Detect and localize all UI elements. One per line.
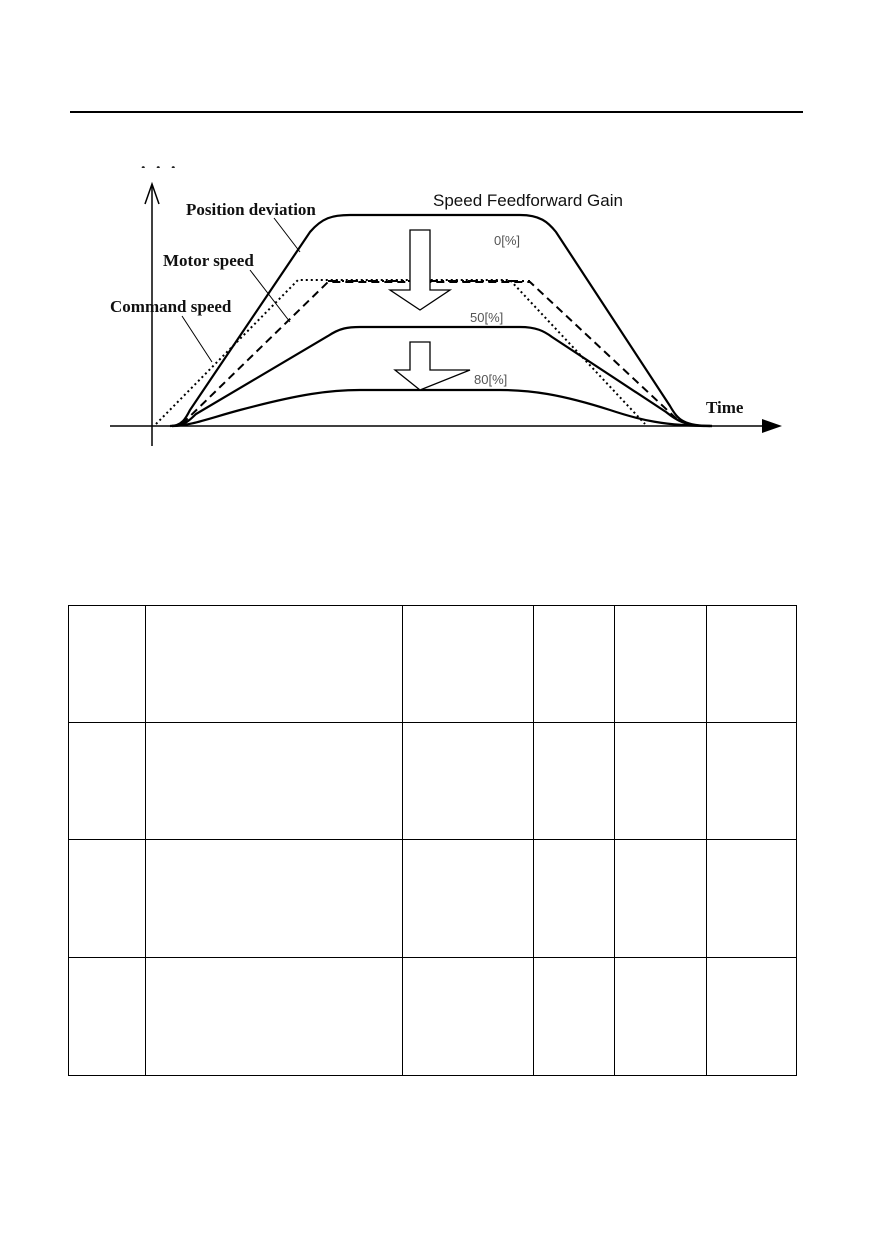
table-cell [707, 723, 797, 840]
cropped-text-line: . . . [140, 146, 178, 168]
table-cell [146, 840, 403, 958]
table-cell [615, 840, 707, 958]
table-row [69, 723, 797, 840]
parameter-table [68, 605, 797, 1076]
gain-arrow-upper-icon [390, 230, 450, 310]
table-cell [615, 606, 707, 723]
table-cell [615, 723, 707, 840]
label-gain-title: Speed Feedforward Gain [433, 191, 623, 210]
label-gain-50: 50[%] [470, 310, 504, 325]
table-cell [146, 723, 403, 840]
table-cell [403, 958, 534, 1076]
label-motor-speed: Motor speed [163, 251, 254, 270]
table-cell [403, 840, 534, 958]
table-cell [69, 723, 146, 840]
table-cell [403, 606, 534, 723]
gain-arrow-lower-icon [395, 342, 470, 390]
table-row [69, 840, 797, 958]
label-command-speed: Command speed [110, 297, 232, 316]
table-row [69, 606, 797, 723]
label-position-deviation: Position deviation [186, 200, 316, 219]
feedforward-figure [100, 170, 800, 460]
table-cell [146, 958, 403, 1076]
position-deviation-0-curve [170, 215, 712, 426]
table-cell [707, 840, 797, 958]
leader-command-speed [182, 316, 212, 362]
table-cell [707, 958, 797, 1076]
leader-position-deviation [274, 218, 300, 252]
x-axis-arrow-icon [762, 419, 782, 433]
table-cell [69, 840, 146, 958]
table-row [69, 958, 797, 1076]
label-time-axis: Time [706, 398, 744, 417]
table-cell [707, 606, 797, 723]
table-cell [534, 840, 615, 958]
feedforward-diagram [100, 170, 800, 460]
table-cell [403, 723, 534, 840]
label-gain-80: 80[%] [474, 372, 508, 387]
table-cell [534, 958, 615, 1076]
label-gain-0: 0[%] [494, 233, 521, 248]
table-cell [615, 958, 707, 1076]
table-cell [534, 723, 615, 840]
table-cell [69, 958, 146, 1076]
table-cell [534, 606, 615, 723]
leader-motor-speed [250, 270, 290, 322]
header-rule [70, 111, 803, 113]
table-cell [69, 606, 146, 723]
table-cell [146, 606, 403, 723]
